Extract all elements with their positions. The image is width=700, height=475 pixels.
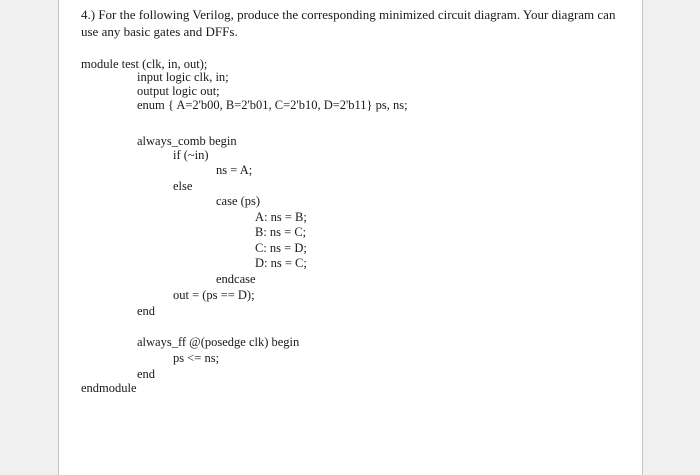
code-line: out = (ps == D); [173, 288, 255, 302]
code-line: endmodule [81, 381, 137, 395]
document-page [59, 0, 642, 475]
code-line: always_comb begin [137, 134, 237, 148]
right-margin [642, 0, 700, 475]
code-line: output logic out; [137, 84, 220, 98]
code-line: end [137, 367, 156, 381]
code-line: ns = A; [216, 163, 253, 177]
code-line: enum { A=2'b00, B=2'b01, C=2'b10, D=2'b11} ps, ns; [137, 98, 408, 112]
code-line: else [173, 179, 193, 193]
question-text: 4.) For the following Verilog, produce the corresponding minimized circuit diagram. Your diagram can use any basic gates and DFFs. [81, 7, 616, 39]
code-line: endcase [216, 272, 256, 286]
code-line: case (ps) [216, 194, 261, 208]
code-line: if (~in) [173, 148, 209, 162]
code-line: C: ns = D; [255, 241, 307, 255]
code-line: D: ns = C; [255, 256, 307, 270]
code-line: end [137, 304, 156, 318]
code-line: ps <= ns; [173, 351, 220, 365]
code-line: A: ns = B; [255, 210, 307, 224]
code-line: always_ff @(posedge clk) begin [137, 335, 300, 349]
code-line: B: ns = C; [255, 225, 307, 239]
code-line: input logic clk, in; [137, 70, 229, 84]
left-margin [0, 0, 59, 475]
code-line: module test (clk, in, out); [81, 57, 208, 71]
